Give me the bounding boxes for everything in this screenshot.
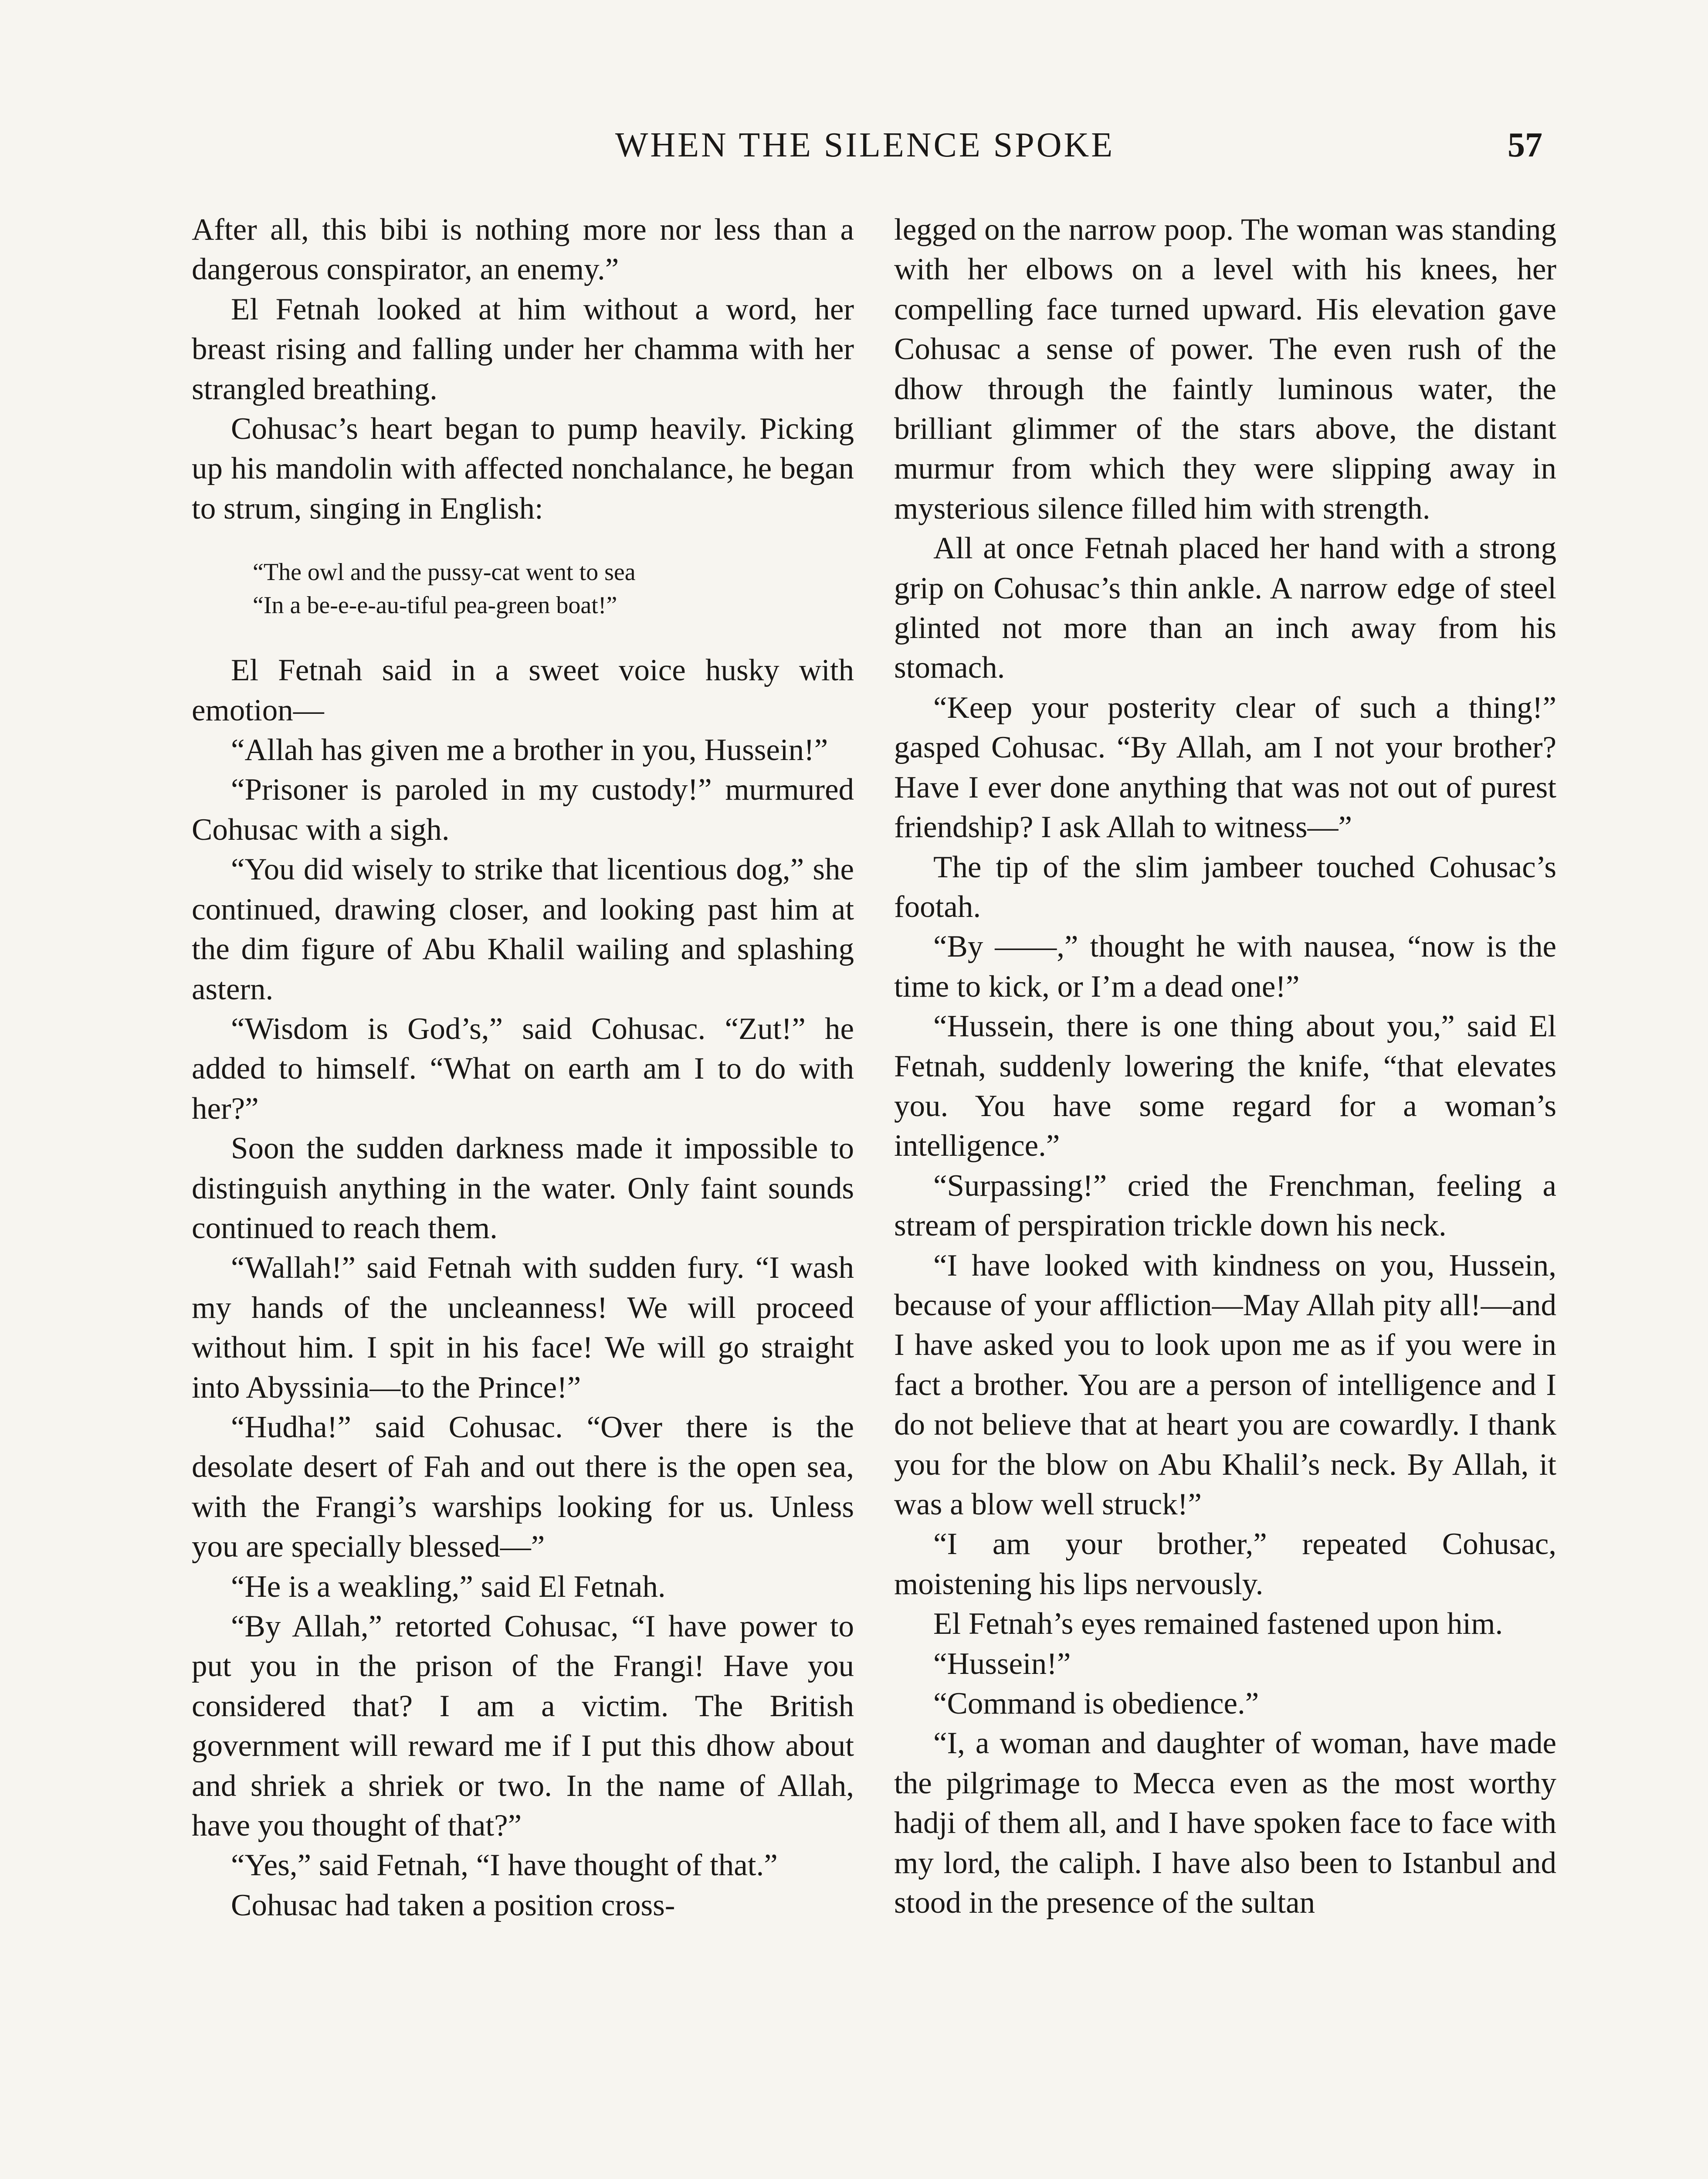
paragraph: “Allah has given me a brother in you, Hussein!” [231, 733, 828, 767]
paragraph: “Keep your posterity clear of such a thing!” gasped Cohusac. “By Allah, am I not your brother? Have I ever done anything that was not out of purest friendship? I ask Allah to witness—” [894, 690, 1556, 845]
paragraph: “Wallah!” said Fetnah with sudden fury. “I wash my hands of the uncleanness! We will proceed without him. I spit in his face! We will go straight into Abyssinia—to the Prince!” [192, 1251, 854, 1405]
paragraph: El Fetnah’s eyes remained fastened upon him. [933, 1607, 1503, 1641]
running-title: WHEN THE SILENCE SPOKE [615, 126, 1115, 164]
paragraph: “I am your brother,” repeated Cohusac, moistening his lips nervously. [894, 1527, 1556, 1601]
page-header [187, 117, 1542, 173]
verse-line: “The owl and the pussy-cat went to sea [253, 559, 636, 586]
paragraph: “By ——,” thought he with nausea, “now is the time to kick, or I’m a dead one!” [894, 930, 1556, 1004]
page-number: 57 [1508, 126, 1542, 164]
paragraph: “I have looked with kindness on you, Hussein, because of your affliction—May Allah pity all!—and I have asked you to look upon me as if you were in fact a brother. You are a person of intelligence and I do not believe that at heart you are cowardly. I thank you for the blow on Abu Khalil’s neck. By Allah, it was a blow well struck!” [894, 1248, 1556, 1521]
verse-line: “In a be-e-e-au-tiful pea-green boat!” [253, 592, 617, 619]
paragraph: “Command is obedience.” [933, 1687, 1259, 1721]
paragraph: “Hudha!” said Cohusac. “Over there is the desolate desert of Fah and out there is the open sea, with the Frangi’s warships looking for us. Unless you are specially blessed—” [192, 1410, 854, 1564]
paragraph: “You did wisely to strike that licentious dog,” she continued, drawing closer, and looking past him at the dim figure of Abu Khalil wailing and splashing astern. [192, 852, 854, 1006]
paragraph: “He is a weakling,” said El Fetnah. [231, 1569, 666, 1604]
paragraph: Soon the sudden darkness made it impossible to distinguish anything in the water. Only faint sounds continued to reach them. [192, 1131, 854, 1245]
paragraph: All at once Fetnah placed her hand with a strong grip on Cohusac’s thin ankle. A narrow edge of steel glinted not more than an inch away from his stomach. [894, 531, 1556, 685]
paragraph: “By Allah,” retorted Cohusac, “I have power to put you in the prison of the Frangi! Have you considered that? I am a victim. The British government will reward me if I put this dhow about and shriek a shriek or two. In the name of Allah, have you thought of that?” [192, 1609, 854, 1843]
paragraph: Cohusac’s heart began to pump heavily. Picking up his mandolin with affected nonchalance, he began to strum, singing in English: [192, 412, 854, 526]
paragraph: “Prisoner is paroled in my custody!” murmured Cohusac with a sigh. [192, 773, 854, 847]
paragraph: “Hussein!” [933, 1646, 1071, 1681]
paragraph: “Yes,” said Fetnah, “I have thought of that.” [231, 1848, 778, 1883]
verse-quote [192, 556, 854, 622]
paragraph: legged on the narrow poop. The woman was standing with her elbows on a level with his knees, her compelling face turned upward. His elevation gave Cohusac a sense of power. The even rush of the dhow through the faintly luminous water, the brilliant glimmer of the stars above, the distant murmur from which they were slipping away in mysterious silence filled him with strength. [894, 213, 1556, 526]
paragraph: Cohusac had taken a position cross- [231, 1888, 675, 1922]
paragraph: “Hussein, there is one thing about you,” said El Fetnah, suddenly lowering the knife, “that elevates you. You have some regard for a woman’s intelligence.” [894, 1009, 1556, 1163]
paragraph: “Wisdom is God’s,” said Cohusac. “Zut!” he added to himself. “What on earth am I to do with her?” [192, 1011, 854, 1126]
paragraph: “I, a woman and daughter of woman, have made the pilgrimage to Mecca even as the most worthy hadji of them all, and I have spoken face to face with my lord, the caliph. I have also been to Istanbul and stood in the presence of the sultan [894, 1726, 1556, 1920]
paragraph: El Fetnah looked at him without a word, her breast rising and falling under her chamma with her strangled breathing. [192, 292, 854, 406]
paragraph: El Fetnah said in a sweet voice husky with emotion— [192, 653, 854, 727]
paragraph: “Surpassing!” cried the Frenchman, feeling a stream of perspiration trickle down his neck. [894, 1168, 1556, 1243]
paragraph: After all, this bibi is nothing more nor less than a dangerous conspirator, an enemy.” [192, 213, 854, 287]
paragraph: The tip of the slim jambeer touched Cohusac’s footah. [894, 850, 1556, 924]
left-column [192, 210, 854, 1925]
right-column [894, 210, 1556, 1923]
